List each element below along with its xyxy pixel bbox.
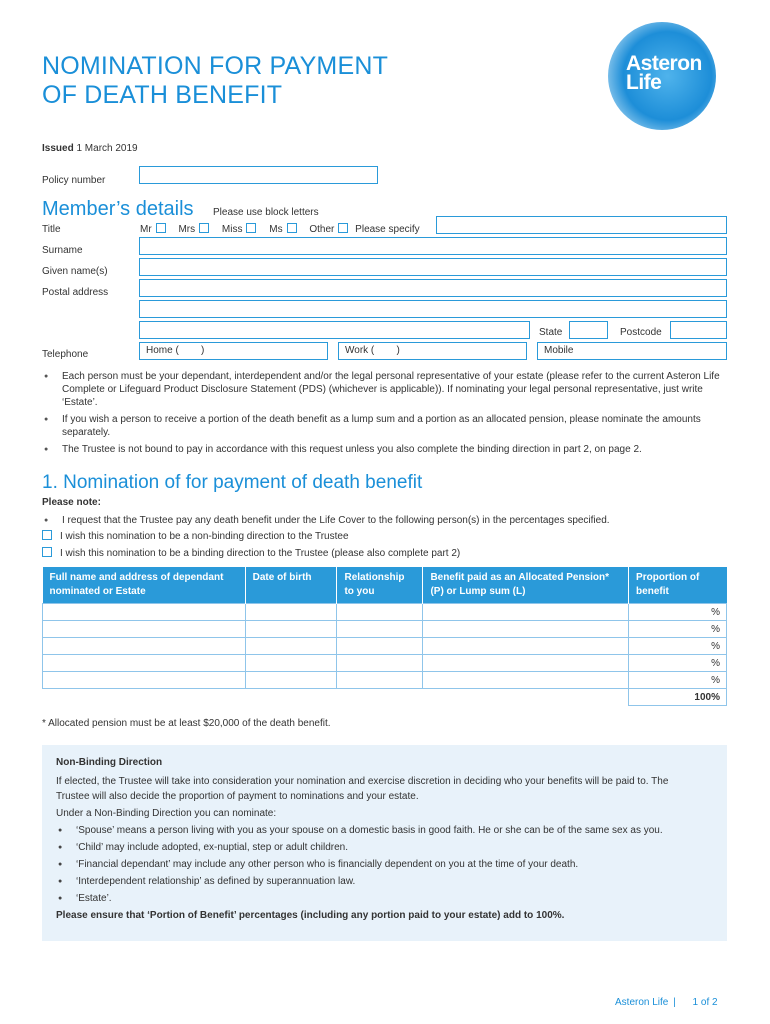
dob-cell[interactable] xyxy=(245,621,337,638)
name-cell[interactable] xyxy=(43,655,246,672)
info-closing-note: Please ensure that ‘Portion of Benefit’ percentages (including any portion paid to your estate) add to 100%. xyxy=(56,910,565,921)
surname-label: Surname xyxy=(42,245,83,256)
logo-text-2: Life xyxy=(626,71,662,94)
home-phone-field[interactable]: Home ( ) xyxy=(139,342,328,360)
title-options xyxy=(140,223,420,235)
nonbinding-option-label: I wish this nomination to be a non-binding direction to the Trustee xyxy=(60,531,349,542)
postcode-field[interactable] xyxy=(670,321,727,339)
issued-line xyxy=(42,143,138,154)
col-header-proportion: Proportion of benefit xyxy=(629,567,727,604)
col-header-benefit-type: Benefit paid as an Allocated Pension* (P) or Lump sum (L) xyxy=(423,567,629,604)
info-title: Non-Binding Direction xyxy=(56,757,163,768)
proportion-cell[interactable]: % xyxy=(629,604,727,621)
surname-field[interactable] xyxy=(139,237,727,255)
postal-address-field-2[interactable] xyxy=(139,300,727,318)
table-row xyxy=(43,638,727,655)
postal-address-field-3[interactable] xyxy=(139,321,530,339)
info-list xyxy=(56,823,713,906)
relationship-cell[interactable] xyxy=(337,655,423,672)
members-details-heading: Member’s details xyxy=(42,198,194,220)
policy-number-field[interactable] xyxy=(139,166,378,184)
footer-separator: | xyxy=(673,997,676,1008)
title-option-mrs: Mrs xyxy=(178,224,196,235)
info-list-item: ● ‘Spouse’ means a person living with you as your spouse on a domestic basis in good faith. He or she can be of the same sex as you. xyxy=(56,823,713,838)
mrs-checkbox[interactable] xyxy=(199,223,209,233)
please-note-label: Please note: xyxy=(42,497,101,508)
info-paragraph-1: If elected, the Trustee will take into consideration your nomination and exercise discretion in deciding who your benefits will be paid to. The Trustee will also decide the proportion of payment to nominations and your estate. xyxy=(56,776,669,802)
footer-brand: Asteron Life xyxy=(615,997,669,1008)
postal-address-label: Postal address xyxy=(42,287,109,298)
relationship-cell[interactable] xyxy=(337,638,423,655)
asteron-life-logo xyxy=(608,22,716,130)
table-row xyxy=(43,655,727,672)
mr-checkbox[interactable] xyxy=(156,223,166,233)
title-option-other: Other xyxy=(309,224,335,235)
title-line-2: OF DEATH BENEFIT xyxy=(42,81,283,109)
nonbinding-option xyxy=(42,530,349,542)
title-specify-field[interactable] xyxy=(436,216,727,234)
page-title xyxy=(42,52,462,110)
postal-address-field-1[interactable] xyxy=(139,279,727,297)
title-option-miss: Miss xyxy=(221,224,243,235)
work-phone-field[interactable]: Work ( ) xyxy=(338,342,527,360)
state-field[interactable] xyxy=(569,321,608,339)
proportion-cell[interactable]: % xyxy=(629,672,727,689)
policy-number-label: Policy number xyxy=(42,175,106,186)
binding-checkbox[interactable] xyxy=(42,547,52,557)
benefit-type-cell[interactable] xyxy=(423,672,629,689)
table-row xyxy=(43,621,727,638)
relationship-cell[interactable] xyxy=(337,604,423,621)
table-row xyxy=(43,672,727,689)
dob-cell[interactable] xyxy=(245,672,337,689)
col-header-relationship: Relationship to you xyxy=(337,567,423,604)
title-option-mr: Mr xyxy=(140,224,152,235)
section-1-heading: 1. Nomination of for payment of death benefit xyxy=(42,472,423,493)
issued-date: 1 March 2019 xyxy=(76,143,138,154)
name-cell[interactable] xyxy=(43,604,246,621)
relationship-cell[interactable] xyxy=(337,621,423,638)
col-header-name: Full name and address of dependant nominated or Estate xyxy=(43,567,246,604)
request-item: ● I request that the Trustee pay any death benefit under the Life Cover to the following person(s) in the percentages specified. xyxy=(42,514,732,527)
title-label: Title xyxy=(42,224,61,235)
info-paragraph-2: Under a Non-Binding Direction you can nominate: xyxy=(56,808,277,819)
postcode-label: Postcode xyxy=(620,327,662,338)
non-binding-info-box xyxy=(42,745,727,941)
page-footer xyxy=(615,997,718,1008)
info-list-item: ● ‘Child’ may include adopted, ex-nuptial, step or adult children. xyxy=(56,840,713,855)
info-list-item: ● ‘Financial dependant’ may include any other person who is financially dependent on you at the time of your death. xyxy=(56,857,713,872)
info-list-item: ● ‘Interdependent relationship’ as defined by superannuation law. xyxy=(56,874,713,889)
total-cell: 100% xyxy=(629,689,727,706)
ms-checkbox[interactable] xyxy=(287,223,297,233)
benefit-type-cell[interactable] xyxy=(423,655,629,672)
allocated-pension-footnote: * Allocated pension must be at least $20,000 of the death benefit. xyxy=(42,718,331,729)
miss-checkbox[interactable] xyxy=(246,223,256,233)
given-names-field[interactable] xyxy=(139,258,727,276)
relationship-cell[interactable] xyxy=(337,672,423,689)
binding-option-label: I wish this nomination to be a binding direction to the Trustee (please also complete part 2) xyxy=(60,548,461,559)
nomination-table xyxy=(42,567,727,706)
request-statement xyxy=(42,514,732,531)
benefit-type-cell[interactable] xyxy=(423,638,629,655)
telephone-label: Telephone xyxy=(42,349,89,360)
binding-option xyxy=(42,547,460,559)
title-option-ms: Ms xyxy=(269,224,283,235)
note-item: ● The Trustee is not bound to pay in accordance with this request unless you also complete the binding direction in part 2, on page 2. xyxy=(42,443,732,456)
title-line-1: NOMINATION FOR PAYMENT xyxy=(42,52,389,80)
proportion-cell[interactable]: % xyxy=(629,655,727,672)
benefit-type-cell[interactable] xyxy=(423,621,629,638)
please-specify-label: Please specify xyxy=(355,224,420,235)
mobile-phone-field[interactable]: Mobile xyxy=(537,342,727,360)
info-list-item: ● ‘Estate’. xyxy=(56,891,713,906)
state-label: State xyxy=(539,327,563,338)
dob-cell[interactable] xyxy=(245,604,337,621)
benefit-type-cell[interactable] xyxy=(423,604,629,621)
given-names-label: Given name(s) xyxy=(42,266,108,277)
name-cell[interactable] xyxy=(43,621,246,638)
page-number: 1 of 2 xyxy=(692,997,718,1008)
note-item: ● Each person must be your dependant, interdependent and/or the legal personal representative of your estate (please refer to the current Asteron Life Complete or Lifeguard Product Disclosure Statement (PDS) (whichever is applicable)). If nominating your legal personal representative, just write ‘Estate’. xyxy=(42,370,732,409)
name-cell[interactable] xyxy=(43,638,246,655)
other-checkbox[interactable] xyxy=(338,223,348,233)
table-row xyxy=(43,604,727,621)
dob-cell[interactable] xyxy=(245,638,337,655)
dob-cell[interactable] xyxy=(245,655,337,672)
issued-label: Issued xyxy=(42,143,74,154)
nonbinding-checkbox[interactable] xyxy=(42,530,52,540)
member-notes-list xyxy=(42,370,732,460)
total-row xyxy=(43,689,727,706)
block-letters-note: Please use block letters xyxy=(213,207,319,218)
logo-text-1: Asteron xyxy=(626,52,702,75)
name-cell[interactable] xyxy=(43,672,246,689)
note-item: ● If you wish a person to receive a portion of the death benefit as a lump sum and a portion as an allocated pension, please nominate the amounts separately. xyxy=(42,413,732,439)
proportion-cell[interactable]: % xyxy=(629,638,727,655)
col-header-dob: Date of birth xyxy=(245,567,337,604)
proportion-cell[interactable]: % xyxy=(629,621,727,638)
